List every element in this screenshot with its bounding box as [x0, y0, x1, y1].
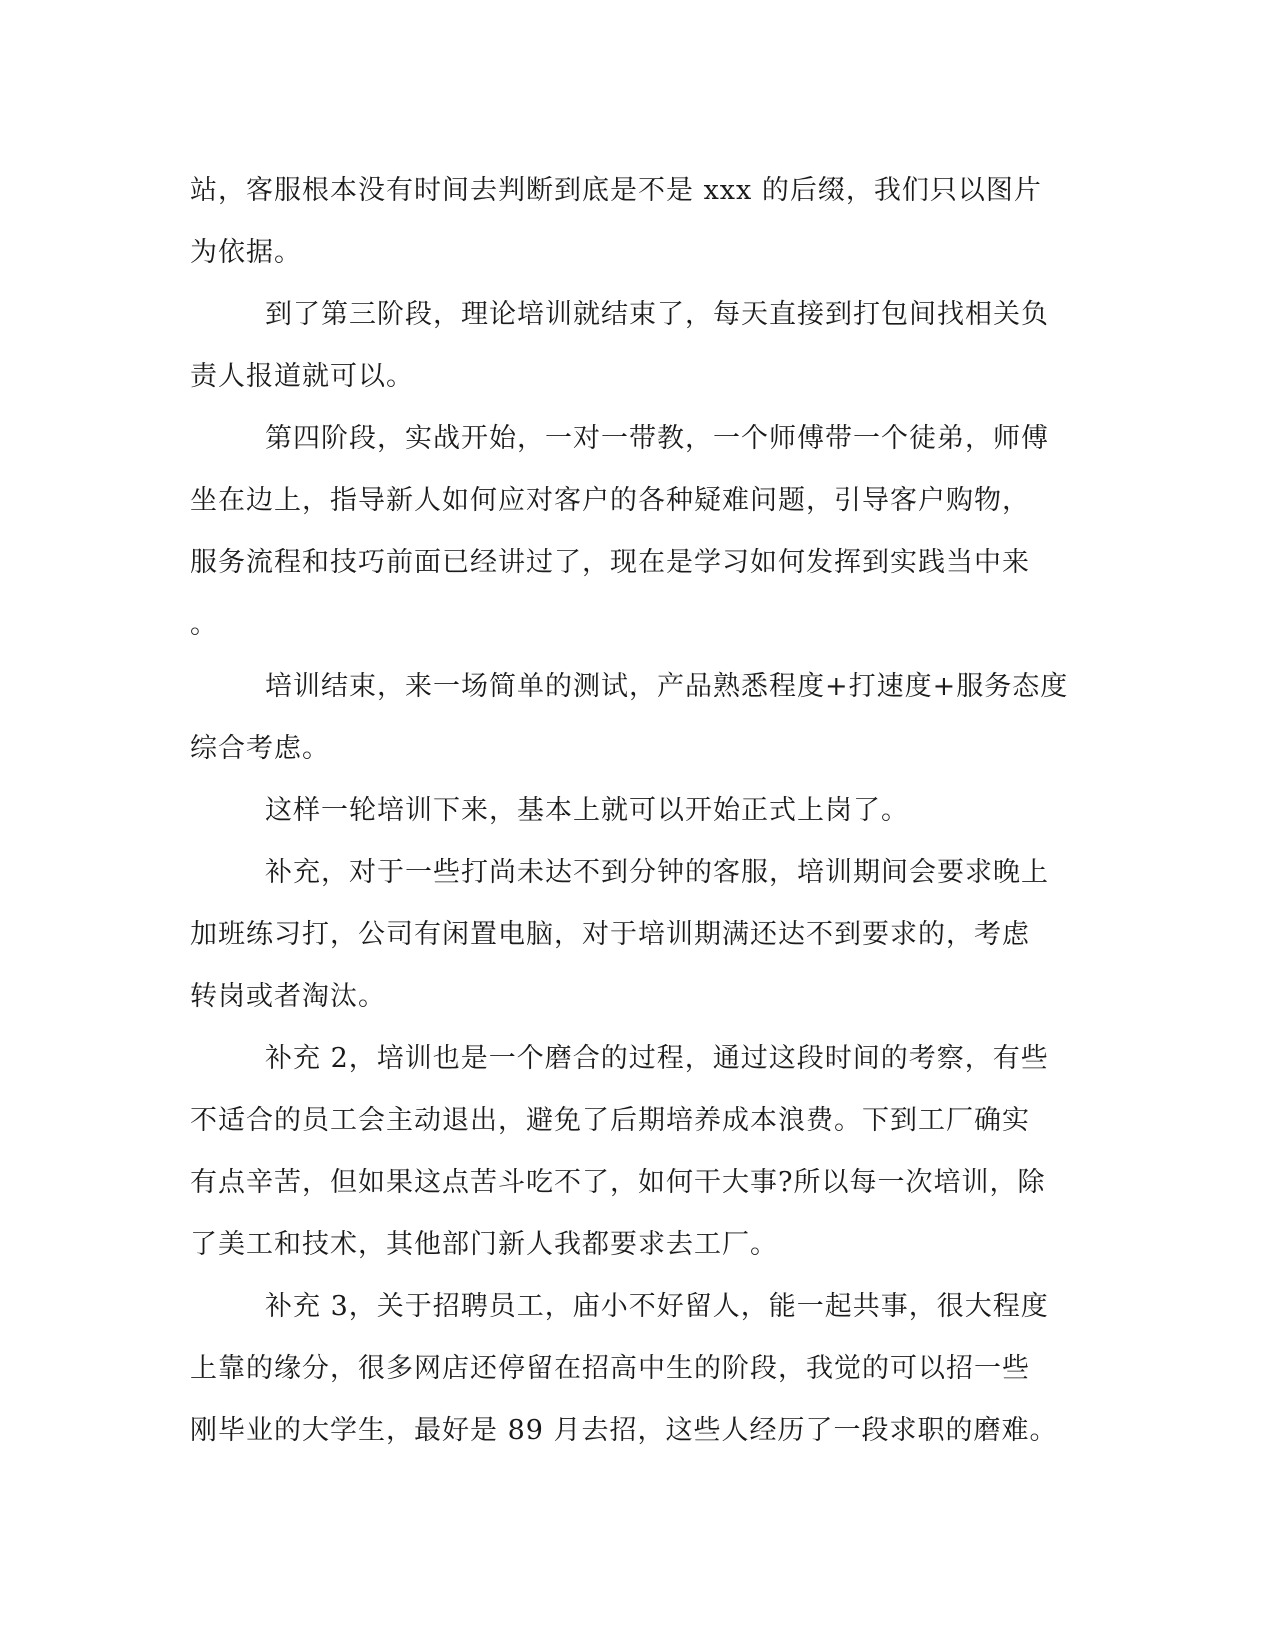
text-line: 综合考虑。	[190, 733, 330, 764]
text-line: 责人报道就可以。	[190, 361, 414, 392]
text-line: 为依据。	[190, 237, 302, 268]
text-line: 刚毕业的大学生，最好是 89 月去招，这些人经历了一段求职的磨难。	[190, 1415, 1058, 1446]
text-line: 有点辛苦，但如果这点苦斗吃不了，如何干大事?所以每一次培训，除	[190, 1167, 1046, 1198]
text-line: 坐在边上，指导新人如何应对客户的各种疑难问题，引导客户购物，	[190, 485, 1030, 516]
paragraph-start-line: 这样一轮培训下来，基本上就可以开始正式上岗了。	[265, 795, 909, 826]
text-line: 了美工和技术，其他部门新人我都要求去工厂。	[190, 1229, 778, 1260]
paragraph-start-line: 第四阶段，实战开始，一对一带教，一个师傅带一个徒弟，师傅	[265, 423, 1049, 454]
text-line: 。	[190, 609, 218, 640]
paragraph-start-line: 培训结束，来一场简单的测试，产品熟悉程度+打速度+服务态度	[265, 671, 1069, 702]
text-line: 站，客服根本没有时间去判断到底是不是 xxx 的后缀，我们只以图片	[190, 175, 1042, 206]
text-line: 服务流程和技巧前面已经讲过了，现在是学习如何发挥到实践当中来	[190, 547, 1030, 578]
paragraph-start-line: 补充 2，培训也是一个磨合的过程，通过这段时间的考察，有些	[265, 1043, 1049, 1074]
text-line: 转岗或者淘汰。	[190, 981, 386, 1012]
paragraph-start-line: 补充 3，关于招聘员工，庙小不好留人，能一起共事，很大程度	[265, 1291, 1049, 1322]
text-line: 加班练习打，公司有闲置电脑，对于培训期满还达不到要求的，考虑	[190, 919, 1030, 950]
paragraph-start-line: 到了第三阶段，理论培训就结束了，每天直接到打包间找相关负	[265, 299, 1049, 330]
body-text	[190, 160, 1090, 1462]
text-line: 不适合的员工会主动退出，避免了后期培养成本浪费。下到工厂确实	[190, 1105, 1030, 1136]
paragraph-start-line: 补充，对于一些打尚未达不到分钟的客服，培训期间会要求晚上	[265, 857, 1049, 888]
text-line: 上靠的缘分，很多网店还停留在招高中生的阶段，我觉的可以招一些	[190, 1353, 1030, 1384]
